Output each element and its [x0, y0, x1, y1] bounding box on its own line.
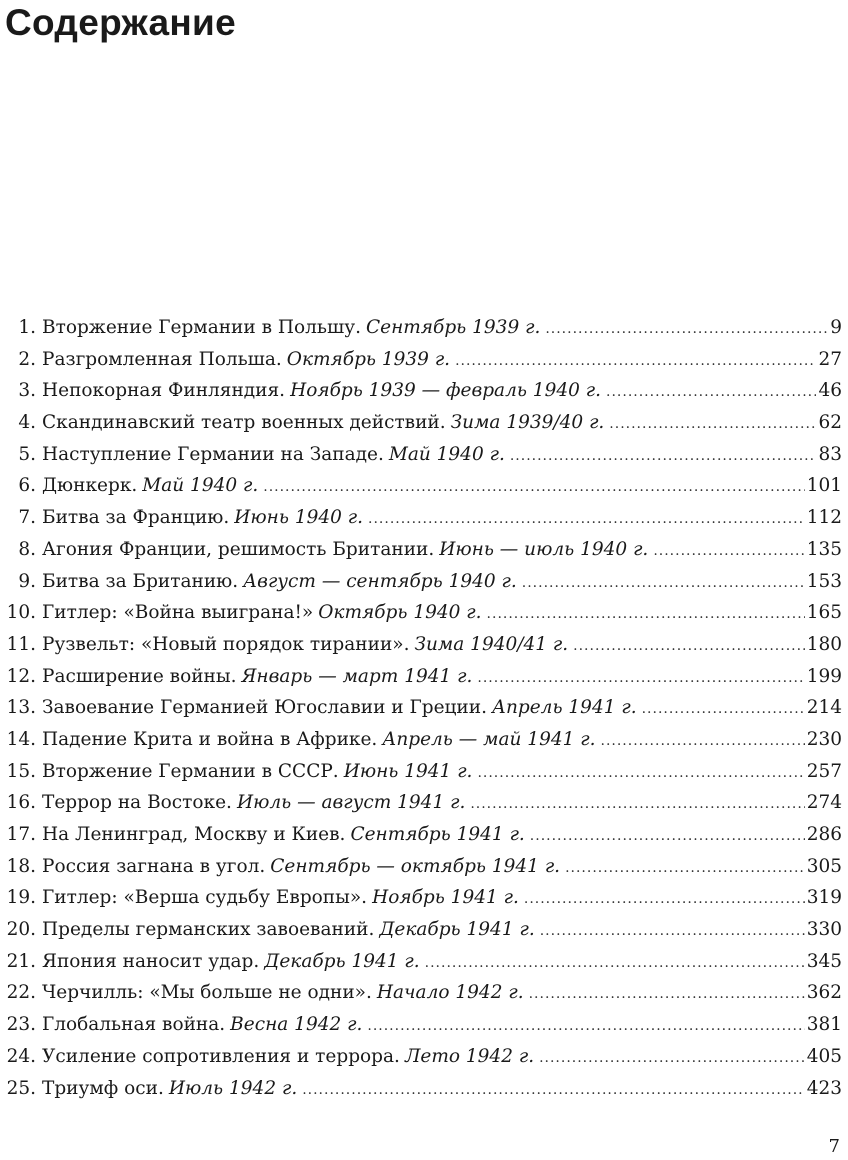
- toc-entry[interactable]: [0, 692, 848, 724]
- toc-entry[interactable]: [0, 312, 848, 344]
- dot-leader: [524, 884, 805, 914]
- toc-title: Наступление Германии на Западе.: [42, 443, 384, 465]
- toc-title: На Ленинград, Москву и Киев.: [42, 824, 346, 845]
- toc-entry[interactable]: [0, 439, 848, 471]
- toc-number: 16.: [6, 792, 36, 814]
- toc-date: Январь — март 1941 г.: [241, 665, 473, 687]
- toc-title: Глобальная война.: [42, 1014, 226, 1036]
- toc-page: 83: [818, 443, 842, 465]
- toc-title: Япония наносит удар.: [42, 950, 260, 972]
- toc-entry[interactable]: [0, 1073, 848, 1105]
- toc-title: Падение Крита и война в Африке.: [42, 728, 378, 750]
- toc-title: Черчилль: «Мы больше не одни».: [42, 982, 372, 1004]
- dot-leader: [573, 631, 805, 661]
- toc-page: 345: [806, 950, 842, 972]
- dot-leader: [263, 472, 804, 502]
- toc-title: Завоевание Германией Югославии и Греции.: [42, 697, 487, 719]
- toc-page: 214: [806, 697, 842, 719]
- toc-number: 23.: [6, 1014, 36, 1036]
- toc-title: Вторжение Германии в Польшу.: [42, 317, 361, 338]
- toc-date: Октябрь 1940 г.: [318, 602, 482, 624]
- toc-title: Вторжение Германии в СССР.: [42, 760, 339, 782]
- toc-page: 381: [806, 1014, 842, 1036]
- dot-leader: [455, 346, 816, 376]
- toc-number: 19.: [6, 887, 36, 909]
- toc-date: Декабрь 1941 г.: [264, 950, 420, 972]
- toc-date: Сентябрь — октябрь 1941 г.: [270, 855, 561, 877]
- toc-date: Май 1940 г.: [142, 475, 259, 497]
- toc-entry[interactable]: [0, 977, 848, 1009]
- toc-entry[interactable]: [0, 1009, 848, 1041]
- toc-page: 180: [806, 633, 842, 655]
- toc-number: 2.: [18, 348, 36, 370]
- toc-date: Сентябрь 1939 г.: [365, 317, 541, 338]
- toc-entry[interactable]: [0, 1041, 848, 1073]
- toc-number: 24.: [6, 1045, 36, 1067]
- dot-leader: [477, 663, 804, 693]
- toc-title: Триумф оси.: [42, 1077, 164, 1099]
- toc-number: 14.: [6, 728, 36, 750]
- dot-leader: [653, 536, 804, 566]
- toc-title: Пределы германских завоеваний.: [42, 919, 375, 941]
- toc-number: 13.: [6, 697, 36, 719]
- toc-entry[interactable]: [0, 819, 848, 851]
- toc-number: 25.: [6, 1077, 36, 1099]
- toc-entry[interactable]: [0, 534, 848, 566]
- toc-page: 257: [806, 760, 842, 782]
- toc-page: 165: [806, 602, 842, 624]
- toc-number: 10.: [6, 602, 36, 624]
- toc-page: 62: [818, 412, 842, 434]
- toc-title: Рузвельт: «Новый порядок тирании».: [42, 633, 410, 655]
- toc-page: 423: [806, 1077, 842, 1099]
- toc-date: Начало 1942 г.: [376, 982, 524, 1004]
- toc-number: 17.: [6, 824, 36, 845]
- toc-page: 46: [818, 380, 842, 402]
- toc-date: Апрель 1941 г.: [491, 697, 637, 719]
- toc-number: 22.: [6, 982, 36, 1004]
- toc-date: Апрель — май 1941 г.: [382, 728, 596, 750]
- toc-date: Июнь 1940 г.: [234, 507, 364, 529]
- dot-leader: [606, 377, 816, 407]
- dot-leader: [368, 504, 805, 534]
- dot-leader: [487, 599, 805, 629]
- toc-entry[interactable]: [0, 724, 848, 756]
- toc-entry[interactable]: [0, 597, 848, 629]
- toc-page: 101: [806, 475, 842, 497]
- toc-title: Агония Франции, решимость Британии.: [42, 538, 435, 560]
- dot-leader: [425, 948, 805, 978]
- dot-leader: [302, 1075, 804, 1105]
- toc-page: 362: [806, 982, 842, 1004]
- toc-date: Весна 1942 г.: [230, 1014, 363, 1036]
- toc-title: Гитлер: «Верша судьбу Европы».: [42, 887, 368, 909]
- toc-title: Битва за Британию.: [42, 570, 239, 592]
- toc-number: 20.: [6, 919, 36, 941]
- toc-date: Лето 1942 г.: [404, 1045, 535, 1067]
- toc-title: Россия загнана в угол.: [42, 855, 266, 877]
- toc-page: 274: [806, 792, 842, 814]
- toc-date: Зима 1940/41 г.: [414, 633, 569, 655]
- toc-date: Август — сентябрь 1940 г.: [243, 570, 517, 592]
- toc-entry[interactable]: [0, 787, 848, 819]
- toc-date: Декабрь 1941 г.: [379, 919, 535, 941]
- toc-date: Сентябрь 1941 г.: [350, 824, 525, 845]
- toc-title: Непокорная Финляндия.: [42, 380, 286, 402]
- dot-leader: [477, 758, 804, 788]
- toc-number: 4.: [18, 412, 36, 434]
- table-of-contents: [0, 312, 848, 1104]
- toc-date: Май 1940 г.: [388, 443, 505, 465]
- toc-page: 286: [806, 824, 842, 845]
- toc-number: 8.: [18, 538, 36, 560]
- toc-entry[interactable]: [0, 882, 848, 914]
- toc-date: Зима 1939/40 г.: [450, 412, 605, 434]
- toc-page: 135: [806, 538, 842, 560]
- toc-date: Ноябрь 1939 — февраль 1940 г.: [290, 380, 602, 402]
- toc-page: 230: [806, 728, 842, 750]
- toc-page: 319: [806, 887, 842, 909]
- toc-entry[interactable]: [0, 914, 848, 946]
- toc-entry[interactable]: [0, 946, 848, 978]
- toc-entry[interactable]: [0, 661, 848, 693]
- toc-entry[interactable]: [0, 851, 848, 883]
- page-number: 7: [828, 1136, 840, 1157]
- toc-title: Разгромленная Польша.: [42, 348, 282, 370]
- toc-number: 1.: [18, 317, 36, 338]
- toc-number: 7.: [18, 507, 36, 529]
- dot-leader: [565, 853, 805, 883]
- toc-entry[interactable]: [0, 407, 848, 439]
- toc-entry[interactable]: [0, 566, 848, 598]
- toc-entry[interactable]: [0, 756, 848, 788]
- toc-number: 3.: [18, 380, 36, 402]
- dot-leader: [642, 694, 805, 724]
- toc-title: Гитлер: «Война выиграна!»: [42, 602, 314, 624]
- toc-date: Ноябрь 1941 г.: [372, 887, 519, 909]
- toc-entry[interactable]: [0, 344, 848, 376]
- toc-entry[interactable]: [0, 470, 848, 502]
- dot-leader: [545, 314, 828, 344]
- toc-entry[interactable]: [0, 375, 848, 407]
- dot-leader: [367, 1011, 804, 1041]
- dot-leader: [470, 789, 804, 819]
- dot-leader: [530, 821, 805, 851]
- toc-date: Октябрь 1939 г.: [286, 348, 451, 370]
- toc-number: 15.: [6, 760, 36, 782]
- toc-number: 18.: [6, 855, 36, 877]
- toc-title: Скандинавский театр военных действий.: [42, 412, 446, 434]
- toc-number: 9.: [18, 570, 36, 592]
- toc-number: 12.: [6, 665, 36, 687]
- toc-date: Июнь — июль 1940 г.: [439, 538, 649, 560]
- toc-number: 6.: [18, 475, 36, 497]
- dot-leader: [510, 441, 817, 471]
- toc-entry[interactable]: [0, 502, 848, 534]
- toc-page: 9: [830, 317, 842, 338]
- toc-page: 112: [806, 507, 842, 529]
- dot-leader: [601, 726, 805, 756]
- toc-title: Битва за Францию.: [42, 507, 230, 529]
- toc-page: 330: [806, 919, 842, 941]
- toc-entry[interactable]: [0, 629, 848, 661]
- dot-leader: [522, 568, 805, 598]
- toc-title: Террор на Востоке.: [42, 792, 232, 814]
- toc-title: Дюнкерк.: [42, 475, 138, 497]
- dot-leader: [540, 916, 805, 946]
- toc-page: 27: [818, 348, 842, 370]
- toc-date: Июнь 1941 г.: [343, 760, 473, 782]
- dot-leader: [609, 409, 816, 439]
- toc-number: 11.: [6, 633, 36, 655]
- toc-number: 21.: [6, 950, 36, 972]
- toc-page: 405: [806, 1045, 842, 1067]
- toc-page: 153: [806, 570, 842, 592]
- toc-number: 5.: [18, 443, 36, 465]
- page-title: Содержание: [5, 2, 236, 43]
- toc-title: Усиление сопротивления и террора.: [42, 1045, 400, 1067]
- toc-date: Июль 1942 г.: [168, 1077, 298, 1099]
- dot-leader: [529, 979, 805, 1009]
- dot-leader: [539, 1043, 805, 1073]
- toc-title: Расширение войны.: [42, 665, 237, 687]
- toc-page: 305: [806, 855, 842, 877]
- toc-date: Июль — август 1941 г.: [236, 792, 466, 814]
- toc-page: 199: [806, 665, 842, 687]
